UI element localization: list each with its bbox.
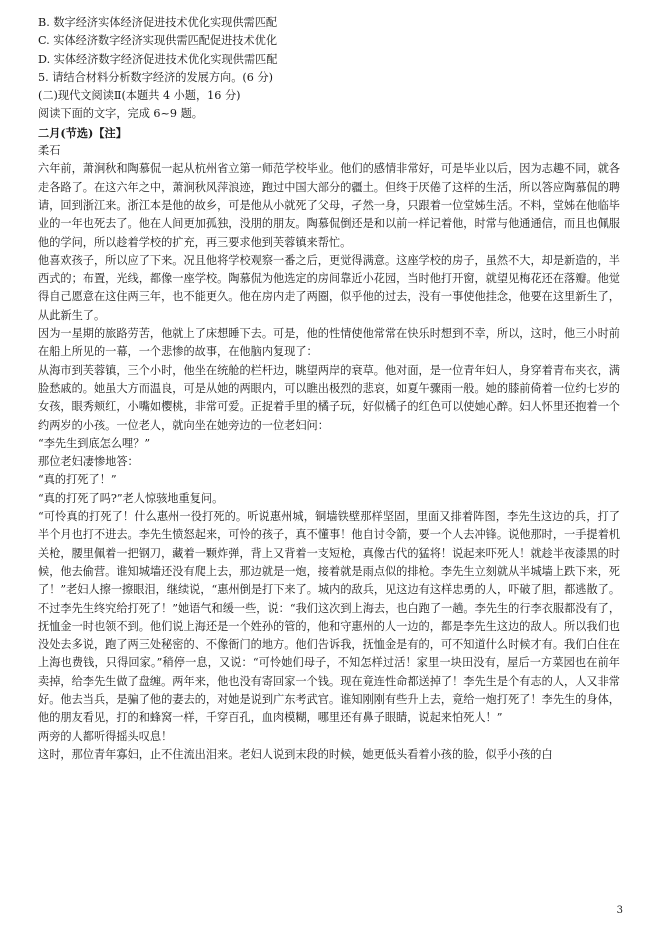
paragraph-10: 两旁的人都听得摇头叹息！ <box>38 729 173 743</box>
paragraph-6: 那位老妇凄惨地答： <box>38 455 139 469</box>
paragraph-3: 因为一星期的旅路劳苦，他就上了床想睡下去。可是，他的性情使他常常在快乐时想到不幸，所以，这时，他三小时前在船上所见的一幕，一个悲惨的故事，在他脑内复现了： <box>38 327 620 359</box>
paragraph-2: 他喜欢孩子，所以应了下来。况且他将学校观察一番之后，更觉得满意。这座学校的房子，虽然不大，却是新造的，半西式的；布置，光线，都像一座学校。陶慕侃为他选定的房间靠近小花园，当时他打开窗，就望见梅花还在落瓣。他觉得自己愿意在这住两三年，也不能更久。他在房内走了两圈，似乎他的过去，没有一事使他挂念，他要在这里新生了，从此新生了。 <box>38 253 620 322</box>
paragraph-7: “真的打死了！” <box>38 473 117 487</box>
paragraph-5: “李先生到底怎么哩？” <box>38 436 151 450</box>
paragraph-11: 这时，那位青年寡妇，止不住流出泪来。老妇人说到末段的时候，她更低头看着小孩的脸，似乎小孩的白 <box>38 747 553 761</box>
section-heading: (二)现代文阅读Ⅱ(本题共 4 小题，16 分) <box>38 89 241 103</box>
paragraph-1: 六年前，萧涧秋和陶慕侃一起从杭州省立第一师范学校毕业。他们的感情非常好，可是毕业以后，因为志趣不同，就各走各路了。在这六年之中，萧涧秋风萍浪迹，跑过中国大部分的疆土。但终于厌倦了这样的生活，所以答应陶慕侃的聘请，回到浙江来。浙江本是他的故乡，可是他从小就死了父母，孑然一身，只跟着一位堂姊生活。不料，堂姊在他临毕业的一年也死去了。他在人间更加孤独，没朋的朋友。陶慕侃倒还是和以前一样记着他，时常与他通通信，而且也佩服他的学问，所以趁着学校的扩充，再三要求他到芙蓉镇来帮忙。 <box>38 162 620 249</box>
paragraph-4: 从海市到芙蓉镇，三个小时，他坐在统舱的栏杆边，眺望两岸的衰草。他对面，是一位青年妇人，身穿着青布夹衣，满脸愁戚的。她虽大方而温良，可是从她的两眼内，可以瞧出极烈的悲哀，如夏午骤雨一般。她的膝前倚着一位约七岁的女孩，眼秀颊红，小嘴如樱桃，非常可爱。正捉着手里的橘子玩，好似橘子的红色可以使她心醉。妇人怀里还抱着一个约两岁的小孩。一位老人，就向坐在她旁边的一位老妇问： <box>38 363 620 432</box>
story-title: 二月(节选)【注】 <box>38 125 127 140</box>
option-c: C. 实体经济数字经济实现供需匹配促进技术优化 <box>38 34 278 48</box>
author: 柔石 <box>38 144 61 158</box>
option-d: D. 实体经济数字经济促进技术优化实现供需匹配 <box>38 52 278 66</box>
paragraph-8: “真的打死了吗?”老人惊骇地重复问。 <box>38 491 224 505</box>
paragraph-9: “可怜真的打死了！什么惠州一役打死的。听说惠州城，铜墙铁壁那样坚固，里面又排着阵图，李先生这边的兵，打了半个月也打不进去。李先生愤怒起来，可怜的孩子，真不懂事！他自讨令箭，要一个人去冲锋。说他那时，一手提着机关枪，腰里佩着一把钢刀，藏着一颗炸弹，背上又背着一支短枪，真像古代的猛将！说起来吓死人！就趁半夜漆黑的时候，他去偷营。谁知城墙还没有爬上去，那边就是一炮，接着就是雨点似的排枪。李先生立刻就从半城墙上跌下来，死了！”老妇人擦一擦眼泪，继续说，“惠州倒是打下来了。城内的敌兵，见这边有这样忠勇的人，吓破了胆，都逃散了。不过李先生终究给打死了！”她语气和缓一些，说：“我们这次到上海去，也白跑了一趟。李先生的行李衣服都没有了，抚恤金一时也领不到。他们说上海还是一个姓孙的管的，他和守惠州的人一边的，都是李先生这边的敌人。所以我们也没处去多说，跑了两三处秘密的、不像衙门的地方。他们告诉我，抚恤金是有的，可不知道什么时候才有。我们白住在上海也费钱，只得回家。”稍停一息，又说：“可怜她们母子，不知怎样过活！家里一块田没有，屋后一方菜园也在前年卖掉，给李先生做了盘缠。两年来，他也没有寄回家一个钱。现在竟连性命都送掉了！李先生是个有志的人，人又非常好。他去当兵，是骗了他的妻去的，对她是说到广东考武官。谁知刚刚有些升上去，竟给一炮打死了！李先生的身体，他的朋友看见，打的和蜂窝一样，千穿百孔，血肉模糊，哪里还有鼻子眼睛，说起来怕死人！” <box>38 510 621 725</box>
instruction: 阅读下面的文字，完成 6~9 题。 <box>38 107 203 121</box>
page-number: 3 <box>616 905 623 916</box>
question-5: 5. 请结合材料分析数字经济的发展方向。(6 分) <box>38 70 274 84</box>
document-body <box>38 14 620 764</box>
option-b: B. 数字经济实体经济促进技术优化实现供需匹配 <box>38 16 278 29</box>
